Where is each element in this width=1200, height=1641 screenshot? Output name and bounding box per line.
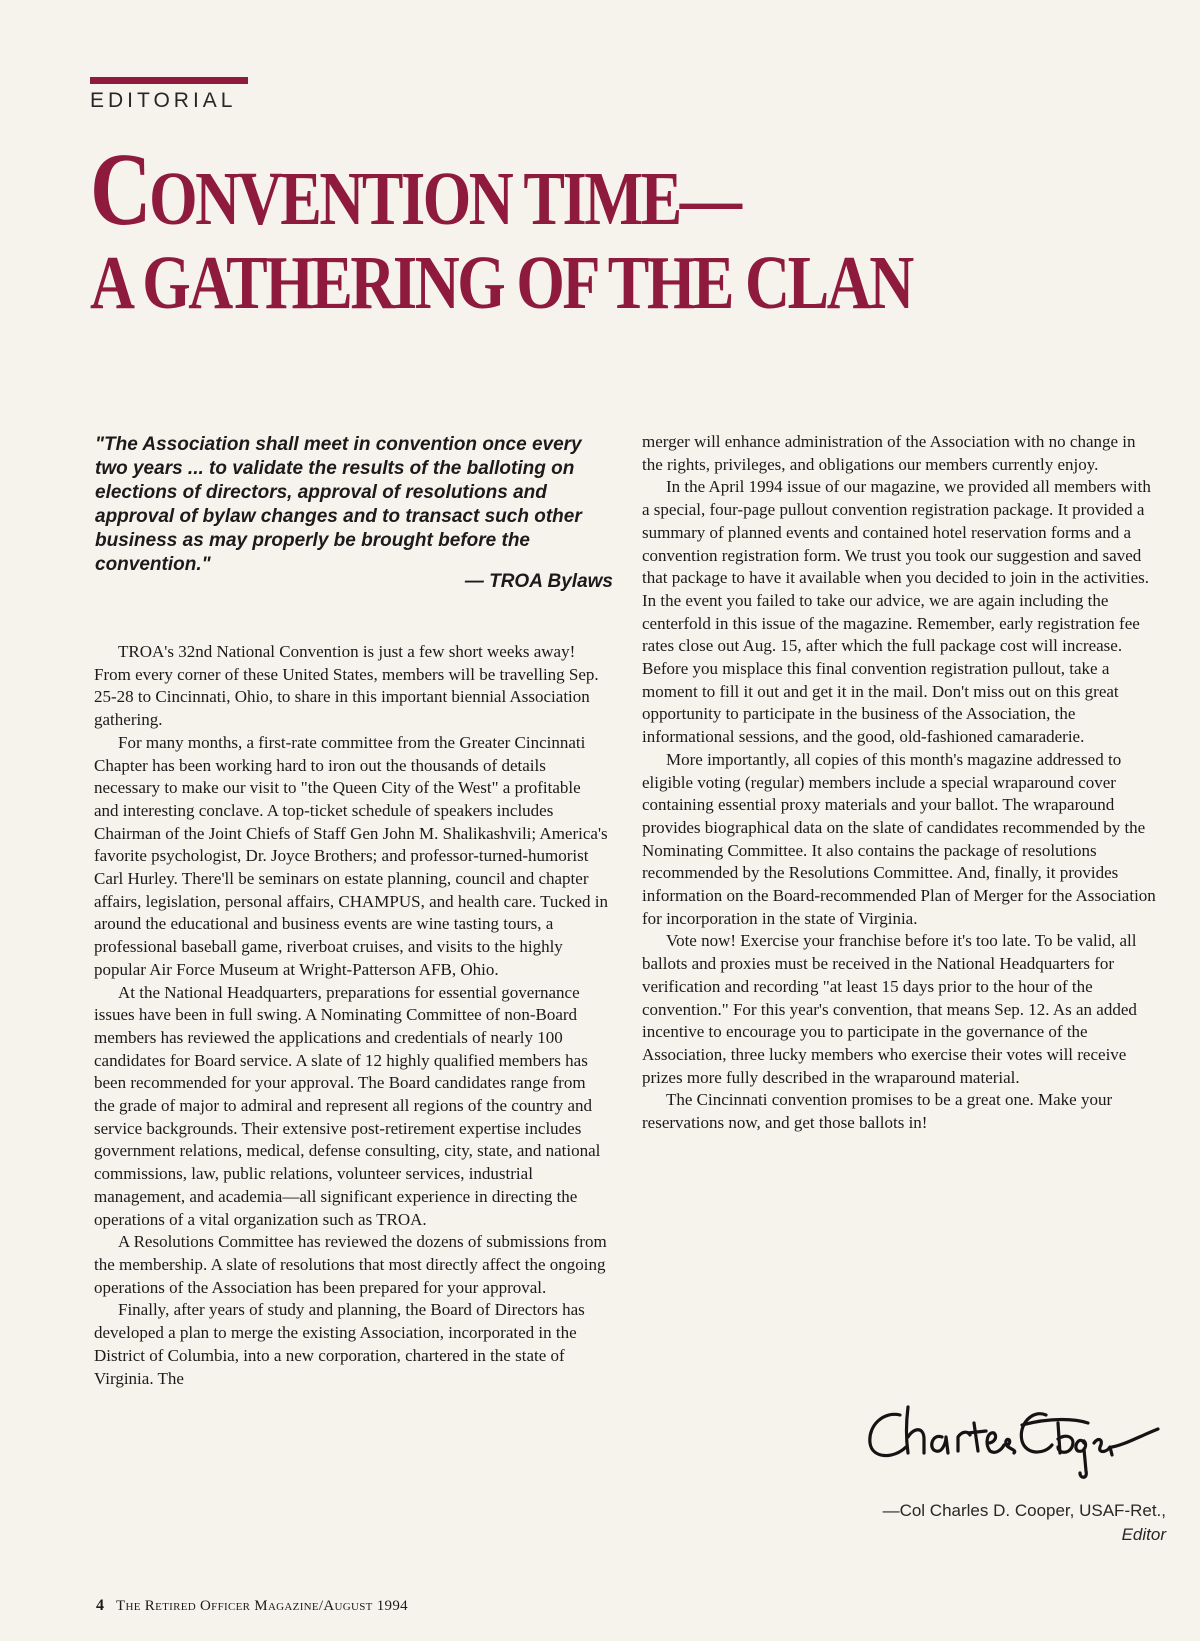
page-footer: [96, 1597, 408, 1615]
editor-name: —Col Charles D. Cooper, USAF-Ret.,: [882, 1501, 1166, 1520]
body-paragraph: Finally, after years of study and planning, the Board of Directors has developed a plan to merge the existing Association, incorporated in the District of Columbia, into a new corporation, chartered in the state of Virginia. The: [94, 1300, 585, 1388]
body-column-right: [642, 431, 1160, 1135]
headline-line-2: A GATHERING OF THE CLAN: [90, 241, 912, 325]
editor-role: Editor: [1121, 1525, 1166, 1544]
quote-attribution: — TROA Bylaws: [464, 571, 613, 592]
signoff: [883, 1499, 1166, 1547]
body-paragraph: In the April 1994 issue of our magazine, we provided all members with a special, four-page pullout convention registration package. It provided a summary of planned events and contained hotel reservation forms and a convention registration form. We trust you took our suggestion and saved that package to have it available when you decided to join in the activities. In the event you failed to take our advice, we are again including the centerfold in this issue of the magazine. Remember, early registration fee rates close out Aug. 15, after which the full package cost will increase. Before you misplace this final convention registration pullout, take a moment to fill it out and get it in the mail. Don't miss out on this great opportunity to participate in the business of the Association, the informational sessions, and the good, old-fashioned camaraderie.: [642, 477, 1151, 747]
headline: [90, 132, 943, 325]
body-paragraph: Vote now! Exercise your franchise before it's too late. To be valid, all ballots and proxies must be received in the National Headquarters for verification and recording "at least 15 days prior to the hour of the convention." For this year's convention, that means Sep. 12. As an added incentive to encourage you to participate in the governance of the Association, three lucky members who exercise their votes will receive prizes more fully described in the wraparound material.: [642, 931, 1137, 1087]
body-paragraph: The Cincinnati convention promises to be a great one. Make your reservations now, and get those ballots in!: [642, 1090, 1113, 1133]
page-number: 4: [96, 1597, 104, 1614]
headline-drop-cap: C: [90, 132, 150, 247]
body-paragraph: A Resolutions Committee has reviewed the dozens of submissions from the membership. A slate of resolutions that most directly affect the ongoing operations of the Association has been prepared for your approval.: [94, 1232, 607, 1297]
body-paragraph: For many months, a first-rate committee from the Greater Cincinnati Chapter has been working hard to iron out the thousands of details necessary to make our visit to "the Queen City of the West" a profitable and interesting conclave. A top-ticket schedule of speakers includes Chairman of the Joint Chiefs of Staff Gen John M. Shalikashvili; America's favorite psychologist, Dr. Joyce Brothers; and professor-turned-humorist Carl Hurley. There'll be seminars on estate planning, council and chapter affairs, legislation, personal affairs, CHAMPUS, and health care. Tucked in around the educational and business events are wine tasting tours, a professional baseball game, riverboat cruises, and visits to the highly popular Air Force Museum at Wright-Patterson AFB, Ohio.: [94, 732, 608, 979]
bylaw-quote: "The Association shall meet in convention once every two years ... to validate the results of the balloting on elections of directors, approval of resolutions and approval of bylaw changes and to transact such other business as may properly be brought before the convention.": [95, 434, 582, 575]
body-paragraph: TROA's 32nd National Convention is just a few short weeks away! From every corner of these United States, members will be travelling Sep. 25-28 to Cincinnati, Ohio, to share in this important biennial Association gathering.: [94, 642, 599, 730]
body-paragraph-continuation: merger will enhance administration of the Association with no change in the rights, privileges, and obligations our members currently enjoy.: [642, 432, 1136, 474]
body-paragraph: At the National Headquarters, preparations for essential governance issues have been in full swing. A Nominating Committee of non-Board members has reviewed the applications and credentials of nearly 100 candidates for Board service. A slate of 12 highly qualified members has been recommended for your approval. The Board candidates range from the grade of major to admiral and represent all regions of the country and service backgrounds. Their extensive post-retirement expertise includes government relations, medical, defense consulting, city, state, and national commissions, law, public relations, volunteer services, industrial management, and academia—all significant experience in directing the operations of a vital organization such as TROA.: [94, 982, 601, 1229]
body-column-left: [94, 641, 609, 1390]
publication-title: The Retired Officer Magazine/August 1994: [116, 1598, 408, 1614]
editor-signature: [862, 1393, 1162, 1483]
headline-line-1: [90, 132, 943, 247]
section-label: EDITORIAL: [90, 89, 237, 112]
headline-line-1-rest: ONVENTION TIME—: [149, 157, 740, 241]
section-rule: [90, 77, 248, 84]
body-paragraph: More importantly, all copies of this month's magazine addressed to eligible voting (regular) members include a special wraparound cover containing essential proxy materials and your ballot. The wraparound provides biographical data on the slate of candidates recommended by the Nominating Committee. It also contains the package of resolutions recommended by the Resolutions Committee. And, finally, it provides information on the Board-recommended Plan of Merger for the Association for incorporation in the state of Virginia.: [642, 749, 1156, 928]
